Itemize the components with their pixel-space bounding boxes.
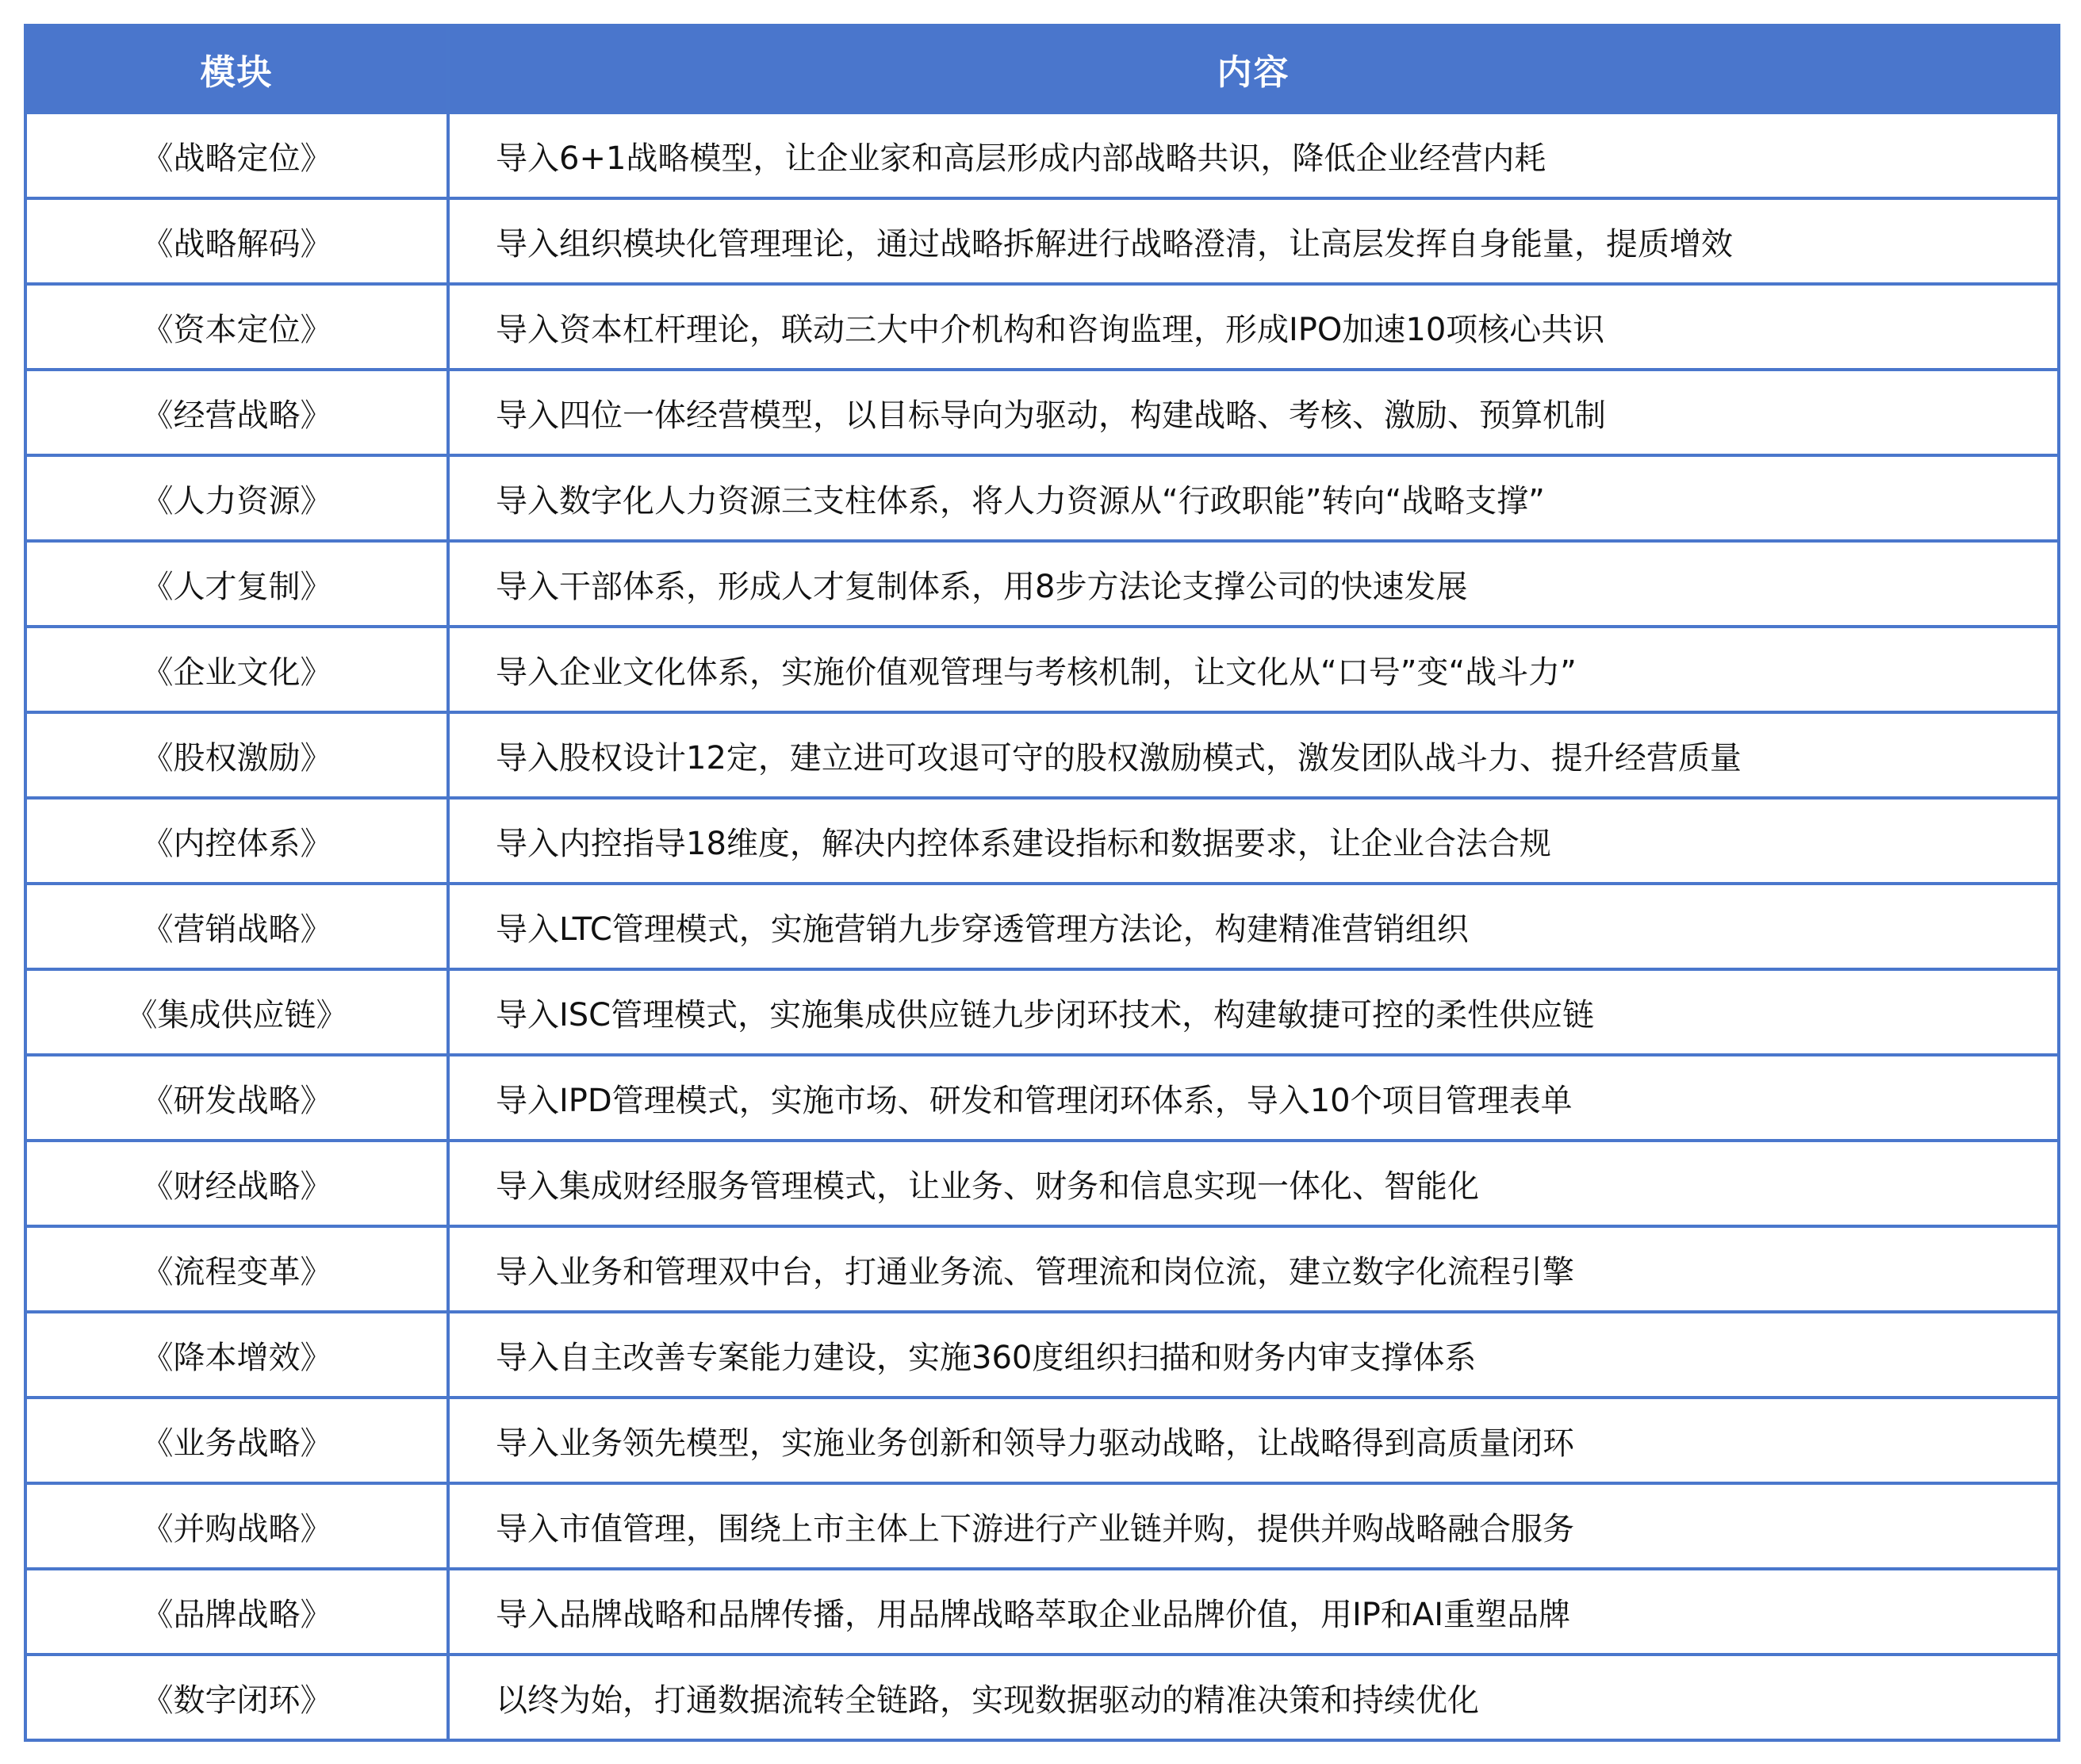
table-row <box>25 1569 2059 1655</box>
module-cell: 《数字闭环》 <box>25 1655 448 1740</box>
table-row <box>25 884 2059 969</box>
module-cell: 《内控体系》 <box>25 798 448 884</box>
content-cell: 导入自主改善专案能力建设，实施360度组织扫描和财务内审支撑体系 <box>448 1312 2059 1398</box>
content-cell: 导入组织模块化管理理论，通过战略拆解进行战略澄清，让高层发挥自身能量，提质增效 <box>448 198 2059 284</box>
module-cell: 《营销战略》 <box>25 884 448 969</box>
content-cell: 导入LTC管理模式，实施营销九步穿透管理方法论，构建精准营销组织 <box>448 884 2059 969</box>
module-cell: 《财经战略》 <box>25 1141 448 1226</box>
content-cell: 以终为始，打通数据流转全链路，实现数据驱动的精准决策和持续优化 <box>448 1655 2059 1740</box>
content-cell: 导入四位一体经营模型，以目标导向为驱动，构建战略、考核、激励、预算机制 <box>448 370 2059 455</box>
content-cell: 导入企业文化体系，实施价值观管理与考核机制，让文化从“口号”变“战斗力” <box>448 627 2059 712</box>
module-cell: 《股权激励》 <box>25 712 448 798</box>
table-header <box>25 25 2059 113</box>
content-cell: 导入业务和管理双中台，打通业务流、管理流和岗位流，建立数字化流程引擎 <box>448 1226 2059 1312</box>
module-table-container <box>24 24 2057 1739</box>
table-row <box>25 455 2059 541</box>
content-cell: 导入内控指导18维度，解决内控体系建设指标和数据要求，让企业合法合规 <box>448 798 2059 884</box>
module-cell: 《流程变革》 <box>25 1226 448 1312</box>
content-cell: 导入数字化人力资源三支柱体系，将人力资源从“行政职能”转向“战略支撑” <box>448 455 2059 541</box>
module-cell: 《企业文化》 <box>25 627 448 712</box>
module-cell: 《人力资源》 <box>25 455 448 541</box>
content-cell: 导入市值管理，围绕上市主体上下游进行产业链并购，提供并购战略融合服务 <box>448 1483 2059 1569</box>
table-row <box>25 969 2059 1055</box>
module-cell: 《集成供应链》 <box>25 969 448 1055</box>
table-row <box>25 1055 2059 1141</box>
module-cell: 《资本定位》 <box>25 284 448 370</box>
table-row <box>25 284 2059 370</box>
content-cell: 导入干部体系，形成人才复制体系，用8步方法论支撑公司的快速发展 <box>448 541 2059 627</box>
header-row <box>25 25 2059 113</box>
content-cell: 导入资本杠杆理论，联动三大中介机构和咨询监理，形成IPO加速10项核心共识 <box>448 284 2059 370</box>
table-row <box>25 113 2059 198</box>
table-row <box>25 627 2059 712</box>
table-row <box>25 370 2059 455</box>
table-row <box>25 1312 2059 1398</box>
module-table <box>24 24 2060 1742</box>
content-cell: 导入IPD管理模式，实施市场、研发和管理闭环体系，导入10个项目管理表单 <box>448 1055 2059 1141</box>
module-cell: 《品牌战略》 <box>25 1569 448 1655</box>
content-cell: 导入6+1战略模型，让企业家和高层形成内部战略共识，降低企业经营内耗 <box>448 113 2059 198</box>
content-cell: 导入ISC管理模式，实施集成供应链九步闭环技术，构建敏捷可控的柔性供应链 <box>448 969 2059 1055</box>
table-row <box>25 1655 2059 1740</box>
module-cell: 《经营战略》 <box>25 370 448 455</box>
table-row <box>25 198 2059 284</box>
content-cell: 导入股权设计12定，建立进可攻退可守的股权激励模式，激发团队战斗力、提升经营质量 <box>448 712 2059 798</box>
module-cell: 《战略解码》 <box>25 198 448 284</box>
module-cell: 《业务战略》 <box>25 1398 448 1483</box>
table-row <box>25 1226 2059 1312</box>
header-module: 模块 <box>25 25 448 113</box>
module-cell: 《人才复制》 <box>25 541 448 627</box>
content-cell: 导入业务领先模型，实施业务创新和领导力驱动战略，让战略得到高质量闭环 <box>448 1398 2059 1483</box>
module-cell: 《研发战略》 <box>25 1055 448 1141</box>
content-cell: 导入集成财经服务管理模式，让业务、财务和信息实现一体化、智能化 <box>448 1141 2059 1226</box>
content-cell: 导入品牌战略和品牌传播，用品牌战略萃取企业品牌价值，用IP和AI重塑品牌 <box>448 1569 2059 1655</box>
table-row <box>25 541 2059 627</box>
table-body <box>25 113 2059 1740</box>
table-row <box>25 1483 2059 1569</box>
module-cell: 《降本增效》 <box>25 1312 448 1398</box>
table-row <box>25 712 2059 798</box>
table-row <box>25 798 2059 884</box>
table-row <box>25 1398 2059 1483</box>
table-row <box>25 1141 2059 1226</box>
module-cell: 《并购战略》 <box>25 1483 448 1569</box>
module-cell: 《战略定位》 <box>25 113 448 198</box>
header-content: 内容 <box>448 25 2059 113</box>
